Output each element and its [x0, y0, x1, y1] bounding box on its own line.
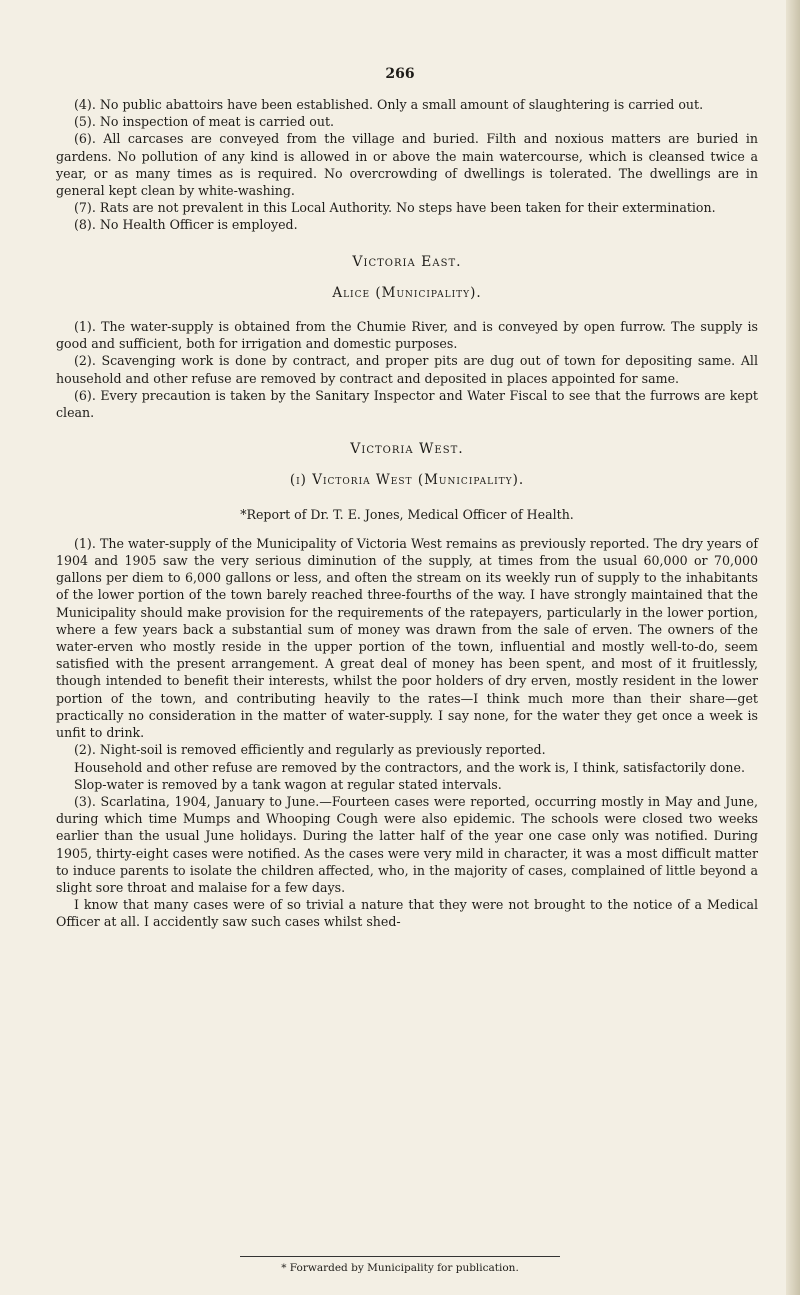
section-heading: Victoria East.	[352, 253, 462, 270]
paragraph-water-supply: (1). The water-supply of the Municipality of Victoria West remains as previously reported. The dry years of 1904 and 1905 saw the very serious diminution of the supply, at times from the usual 60,000 or 70,000 gallons per diem to 6,000 gallons or less, and often the stream on its weekly run of supply to the inhabitants of the lower portion of the town barely reached three-fourths of the way. I have strongly maintained that the Municipality should make provision for the requirements of the ratepayers, particularly in the lower portion, where a few years back a substantial sum of money was drawn from the sale of erven. The owners of the water-erven who mostly reside in the upper portion of the town, influential and mostly well-to-do, seem satisfied with the present arrangement. A great deal of money has been spent, and most of it fruitlessly, though intended to benefit their interests, whilst the poor holders of dry erven, mostly resident in the lower portion of the town, and contributing heavily to the rates—I think much more than their share—get practically no consideration in the matter of water-supply. I say none, for the water they get once a week is unfit to drink.	[56, 535, 758, 741]
section-subheading: Alice (Municipality).	[332, 284, 482, 301]
section-subheading: (i) Victoria West (Municipality).	[289, 472, 525, 489]
report-attribution: *Report of Dr. T. E. Jones, Medical Officer of Health.	[240, 506, 574, 522]
paragraph-trivial-cases: I know that many cases were of so trivial a nature that they were not brought to the notice of a Medical Officer at all. I accidently saw such cases whilst shed-	[56, 897, 758, 930]
document-body	[56, 96, 758, 931]
paragraph-scarlatina: (3). Scarlatina, 1904, January to June.—Fourteen cases were reported, occurring mostly in May and June, during which time Mumps and Whooping Cough were also epidemic. The schools were closed two weeks earlier than the usual June holidays. During the latter half of the year one case only was notified. During 1905, thirty-eight cases were notified. As the cases were very mild in character, it was a most difficult matter to induce parents to isolate the children affected, who, in the majority of cases, complained of little beyond a slight sore throat and malaise for a few days.	[56, 793, 758, 895]
footnote-divider	[240, 1256, 560, 1257]
opening-section	[56, 96, 758, 234]
victoria-west-section	[56, 441, 758, 930]
section-heading: Victoria West.	[350, 441, 464, 458]
paragraph-abattoirs: (4). No public abattoirs have been established. Only a small amount of slaughtering is carried out.	[74, 97, 704, 112]
paragraph-health-officer: (8). No Health Officer is employed.	[74, 217, 298, 233]
paragraph-rats: (7). Rats are not prevalent in this Local Authority. No steps have been taken for their extermination.	[74, 200, 716, 216]
paragraph-meat-inspection: (5). No inspection of meat is carried out.	[74, 114, 335, 130]
paragraph-night-soil: (2). Night-soil is removed efficiently and regularly as previously reported.	[74, 742, 546, 758]
footnote: * Forwarded by Municipality for publication.	[281, 1262, 519, 1274]
paragraph-household-refuse: Household and other refuse are removed by the contractors, and the work is, I think, satisfactorily done.	[74, 759, 745, 775]
victoria-east-section	[56, 254, 758, 422]
paragraph-precautions: (6). Every precaution is taken by the Sanitary Inspector and Water Fiscal to see that the furrows are kept clean.	[56, 387, 758, 421]
page-edge-shadow	[786, 0, 800, 1295]
page-number: 266	[385, 66, 415, 82]
paragraph-carcases: (6). All carcases are conveyed from the village and buried. Filth and noxious matters are buried in gardens. No pollution of any kind is allowed in or above the main watercourse, which is cleansed twice a year, or as many times as is required. No overcrowding of dwellings is tolerated. The dwellings are in general kept clean by white-washing.	[56, 131, 758, 199]
paragraph-water-supply: (1). The water-supply is obtained from the Chumie River, and is conveyed by open furrow. The supply is good and sufficient, both for irrigation and domestic purposes.	[56, 319, 758, 352]
paragraph-scavenging: (2). Scavenging work is done by contract, and proper pits are dug out of town for depositing same. All household and other refuse are removed by contract and deposited in places appointed for same.	[56, 353, 758, 386]
paragraph-slop-water: Slop-water is removed by a tank wagon at regular stated intervals.	[74, 776, 502, 792]
